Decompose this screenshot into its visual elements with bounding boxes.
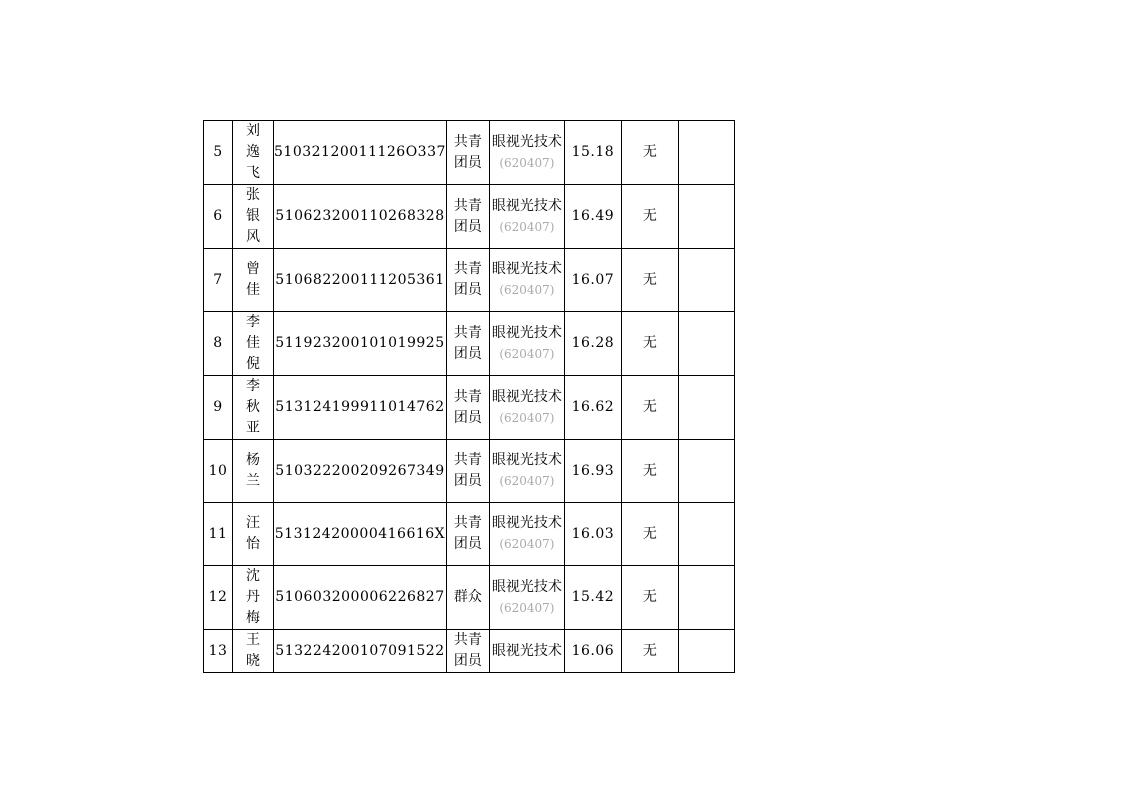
- table-row: [204, 312, 735, 376]
- cell-note: [678, 121, 734, 185]
- id-text: 51312420000416616X: [274, 525, 446, 542]
- no-text: 9: [213, 399, 223, 415]
- table-row: [204, 376, 735, 440]
- political-text: 共青团员: [453, 261, 482, 298]
- cell-id: [274, 566, 447, 630]
- cell-score: [564, 376, 621, 440]
- cell-score: [564, 312, 621, 376]
- cell-penalty: [621, 312, 678, 376]
- cell-no: [204, 312, 233, 376]
- major-name: 眼视光技术: [491, 197, 562, 214]
- cell-score: [564, 249, 621, 312]
- cell-id: [274, 249, 447, 312]
- name-text: 刘逸飞: [246, 123, 260, 181]
- cell-political: [446, 121, 489, 185]
- cell-penalty: [621, 566, 678, 630]
- id-text: 510623200110268328: [275, 208, 445, 224]
- no-text: 12: [208, 589, 228, 605]
- score-text: 16.93: [571, 462, 615, 479]
- score-text: 16.03: [571, 525, 615, 542]
- political-text: 共青团员: [453, 452, 482, 489]
- political-text: 共青团员: [453, 515, 482, 552]
- id-text: 510682200111205361: [275, 271, 445, 288]
- cell-major: [489, 376, 564, 440]
- cell-political: [446, 440, 489, 503]
- political-text: 群众: [453, 589, 482, 605]
- cell-note: [678, 566, 734, 630]
- no-text: 7: [213, 271, 223, 288]
- roster-body: [204, 121, 735, 673]
- major-name: 眼视光技术: [491, 515, 562, 531]
- name-text: 李秋亚: [246, 378, 260, 436]
- cell-penalty: [621, 503, 678, 566]
- no-text: 5: [213, 144, 223, 160]
- political-text: 共青团员: [453, 324, 482, 362]
- cell-political: [446, 503, 489, 566]
- id-text: 510603200006226827: [275, 589, 445, 605]
- major-code: (620407): [499, 537, 555, 551]
- cell-no: [204, 249, 233, 312]
- name-text: 曾佳: [246, 261, 260, 298]
- cell-name: [233, 312, 274, 376]
- name-text: 汪怡: [246, 515, 260, 552]
- score-text: 15.42: [571, 589, 615, 605]
- name-text: 王晓: [246, 632, 260, 669]
- cell-major: [489, 566, 564, 630]
- cell-major: [489, 121, 564, 185]
- political-text: 共青团员: [453, 632, 482, 669]
- no-text: 6: [213, 208, 223, 224]
- major-name: 眼视光技术: [491, 388, 562, 405]
- cell-id: [274, 503, 447, 566]
- table-row: [204, 249, 735, 312]
- penalty-text: 无: [642, 208, 657, 224]
- cell-id: [274, 376, 447, 440]
- name-text: 沈丹梅: [246, 568, 260, 626]
- cell-penalty: [621, 376, 678, 440]
- cell-no: [204, 440, 233, 503]
- table-row: [204, 185, 735, 249]
- penalty-text: 无: [642, 144, 657, 160]
- cell-name: [233, 440, 274, 503]
- table-row: [204, 440, 735, 503]
- cell-score: [564, 185, 621, 249]
- cell-major: [489, 312, 564, 376]
- cell-score: [564, 121, 621, 185]
- cell-no: [204, 630, 233, 673]
- political-text: 共青团员: [453, 197, 482, 235]
- major-name: 眼视光技术: [491, 642, 562, 659]
- cell-political: [446, 376, 489, 440]
- major-code: (620407): [499, 410, 555, 425]
- name-text: 张银风: [246, 187, 260, 245]
- cell-major: [489, 440, 564, 503]
- id-text: 513124199911014762: [275, 399, 445, 415]
- cell-id: [274, 185, 447, 249]
- id-text: 51032120011126O337: [274, 144, 446, 160]
- penalty-text: 无: [642, 589, 657, 605]
- major-name: 眼视光技术: [491, 452, 562, 468]
- table-row: [204, 566, 735, 630]
- no-text: 13: [208, 642, 228, 659]
- name-text: 杨兰: [246, 452, 260, 489]
- cell-name: [233, 630, 274, 673]
- political-text: 共青团员: [453, 133, 482, 171]
- id-text: 510322200209267349: [275, 462, 445, 479]
- penalty-text: 无: [642, 462, 657, 479]
- cell-score: [564, 440, 621, 503]
- cell-no: [204, 566, 233, 630]
- major-name: 眼视光技术: [491, 261, 562, 277]
- cell-major: [489, 503, 564, 566]
- table-row: [204, 121, 735, 185]
- cell-name: [233, 503, 274, 566]
- penalty-text: 无: [642, 335, 657, 351]
- no-text: 8: [213, 335, 223, 351]
- cell-political: [446, 185, 489, 249]
- penalty-text: 无: [642, 525, 657, 542]
- cell-id: [274, 121, 447, 185]
- cell-no: [204, 121, 233, 185]
- political-text: 共青团员: [453, 388, 482, 426]
- score-text: 16.06: [571, 642, 615, 659]
- cell-penalty: [621, 440, 678, 503]
- cell-no: [204, 185, 233, 249]
- cell-penalty: [621, 630, 678, 673]
- score-text: 15.18: [571, 144, 615, 160]
- cell-note: [678, 630, 734, 673]
- cell-note: [678, 312, 734, 376]
- major-code: (620407): [499, 283, 555, 297]
- cell-political: [446, 566, 489, 630]
- cell-note: [678, 503, 734, 566]
- cell-note: [678, 376, 734, 440]
- cell-name: [233, 566, 274, 630]
- cell-no: [204, 503, 233, 566]
- major-name: 眼视光技术: [491, 133, 562, 150]
- cell-political: [446, 312, 489, 376]
- penalty-text: 无: [642, 399, 657, 415]
- cell-political: [446, 249, 489, 312]
- cell-note: [678, 440, 734, 503]
- cell-note: [678, 185, 734, 249]
- table-row: [204, 630, 735, 673]
- score-text: 16.49: [571, 208, 615, 224]
- no-text: 10: [208, 462, 228, 479]
- id-text: 513224200107091522: [275, 642, 445, 659]
- cell-score: [564, 566, 621, 630]
- cell-name: [233, 249, 274, 312]
- major-code: (620407): [499, 155, 555, 170]
- cell-penalty: [621, 249, 678, 312]
- score-text: 16.62: [571, 399, 615, 415]
- cell-id: [274, 312, 447, 376]
- major-name: 眼视光技术: [491, 324, 562, 341]
- student-roster-table: [203, 120, 735, 673]
- cell-score: [564, 630, 621, 673]
- cell-major: [489, 185, 564, 249]
- id-text: 511923200101019925: [275, 335, 445, 351]
- major-code: (620407): [499, 219, 555, 234]
- cell-name: [233, 121, 274, 185]
- cell-id: [274, 440, 447, 503]
- penalty-text: 无: [642, 271, 657, 288]
- cell-political: [446, 630, 489, 673]
- cell-note: [678, 249, 734, 312]
- major-code: (620407): [499, 346, 555, 361]
- score-text: 16.28: [571, 335, 615, 351]
- major-code: (620407): [499, 474, 555, 488]
- cell-name: [233, 185, 274, 249]
- score-text: 16.07: [571, 271, 615, 288]
- cell-penalty: [621, 185, 678, 249]
- penalty-text: 无: [642, 642, 657, 659]
- cell-score: [564, 503, 621, 566]
- name-text: 李佳倪: [246, 314, 260, 372]
- no-text: 11: [208, 525, 228, 542]
- cell-penalty: [621, 121, 678, 185]
- cell-name: [233, 376, 274, 440]
- cell-major: [489, 630, 564, 673]
- table-row: [204, 503, 735, 566]
- major-name: 眼视光技术: [491, 578, 562, 595]
- cell-no: [204, 376, 233, 440]
- cell-major: [489, 249, 564, 312]
- cell-id: [274, 630, 447, 673]
- major-code: (620407): [499, 600, 555, 615]
